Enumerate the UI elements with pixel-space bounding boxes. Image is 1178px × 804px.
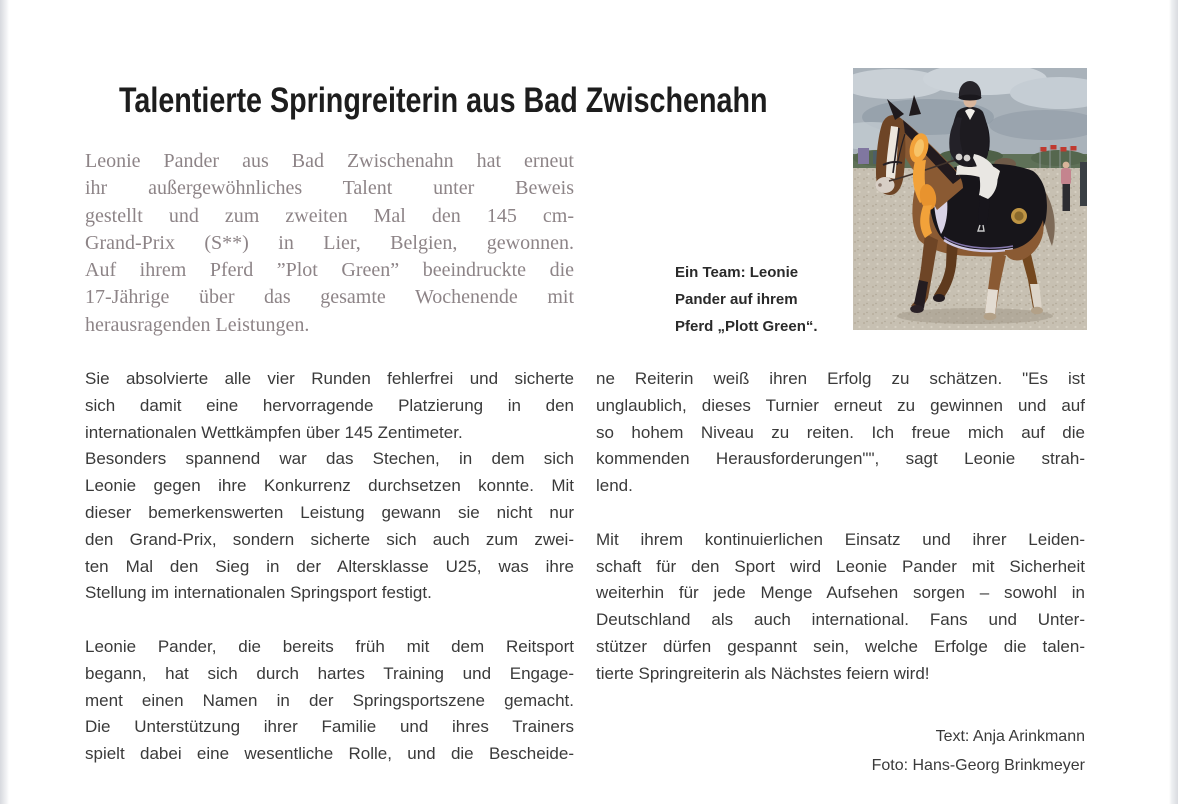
text-line: lend. xyxy=(596,476,633,496)
text-line: Leonie Pander aus Bad Zwischenahn hat erneut xyxy=(85,150,574,172)
text-line: ten Mal den Sieg in der Altersklasse U25, was ihre xyxy=(85,556,574,576)
text-line: gestellt und zum zweiten Mal den 145 cm- xyxy=(85,204,574,227)
text-line: Leonie gegen ihre Konkurrenz durchsetzen konnte. Mit xyxy=(85,476,574,496)
text-line: ment einen Namen in der Springsportszene gemacht. xyxy=(85,690,574,710)
text-line: schaft für den Sport wird Leonie Pander mit Sicherheit xyxy=(596,556,1085,576)
text-line: 17-Jährige über das gesamte Wochenende mit xyxy=(85,286,574,309)
text-line: herausragenden Leistungen. xyxy=(85,313,310,336)
credits xyxy=(872,722,1085,780)
text-line: ne Reiterin weiß ihren Erfolg zu schätzen. "Es ist xyxy=(596,369,1085,388)
photo-illustration xyxy=(853,68,1087,330)
paragraph xyxy=(596,366,1085,500)
text-line: Sie absolvierte alle vier Runden fehlerfrei und sicherte xyxy=(85,369,574,388)
text-line: den Grand-Prix, sondern sicherte sich auch zum zwei- xyxy=(85,529,574,549)
text-line: sich damit eine hervorragende Platzierung in den xyxy=(85,395,574,415)
text-line: internationalen Wettkämpfen über 145 Zentimeter. xyxy=(85,422,463,442)
text-line: weiterhin für jede Menge Aufsehen sorgen – sowohl in xyxy=(596,583,1085,603)
paragraph xyxy=(85,634,574,768)
article-title: Talentierte Springreiterin aus Bad Zwischenahn xyxy=(119,81,768,120)
text-line: kommenden Herausforderungen"", sagt Leonie strah- xyxy=(596,449,1085,469)
credit-photo-author: Foto: Hans-Georg Brinkmeyer xyxy=(871,757,1085,774)
text-line: Grand-Prix (S**) in Lier, Belgien, gewonnen. xyxy=(85,231,574,254)
text-line: spielt dabei eine wesentliche Rolle, und die Bescheide- xyxy=(85,744,574,764)
paragraph xyxy=(596,527,1085,688)
article-column-right xyxy=(596,366,1085,688)
text-line: tierte Springreiterin als Nächstes feiern wird! xyxy=(596,663,930,683)
credit-text-author: Text: Anja Arinkmann xyxy=(935,728,1085,745)
text-line: stützer dürfen gespannt sein, welche Erfolge die talen- xyxy=(596,636,1085,656)
text-line: Besonders spannend war das Stechen, in dem sich xyxy=(85,449,574,469)
text-line: Stellung im internationalen Springsport festigt. xyxy=(85,583,432,603)
text-line: unglaublich, dieses Turnier erneut zu gewinnen und auf xyxy=(596,395,1085,415)
page-edge-left xyxy=(0,0,9,804)
text-line: begann, hat sich durch hartes Training und Engage- xyxy=(85,663,574,683)
text-line: so hohem Niveau zu reiten. Ich freue mich auf die xyxy=(596,422,1085,442)
text-line: ihr außergewöhnliches Talent unter Beweis xyxy=(85,177,574,200)
text-line: Pander auf ihrem xyxy=(675,291,798,308)
text-line: Ein Team: Leonie xyxy=(675,264,799,281)
paragraph xyxy=(85,366,574,607)
article-column-left xyxy=(85,366,574,768)
text-line: Deutschland als auch international. Fans und Unter- xyxy=(596,610,1085,630)
text-line: Mit ihrem kontinuierlichen Einsatz und ihrer Leiden- xyxy=(596,529,1085,549)
text-line: Die Unterstützung ihrer Familie und ihres Trainers xyxy=(85,717,574,737)
text-line: dieser bemerkenswerten Leistung gewann sie nicht nur xyxy=(85,502,574,522)
text-line: Leonie Pander, die bereits früh mit dem Reitsport xyxy=(85,636,574,656)
lead-paragraph xyxy=(85,148,574,339)
article-photo xyxy=(853,68,1087,330)
page-edge-right xyxy=(1169,0,1178,804)
text-line: Pferd „Plott Green“. xyxy=(675,318,818,335)
text-line: Auf ihrem Pferd ”Plot Green” beeindruckte die xyxy=(85,259,574,282)
photo-caption xyxy=(675,259,847,340)
